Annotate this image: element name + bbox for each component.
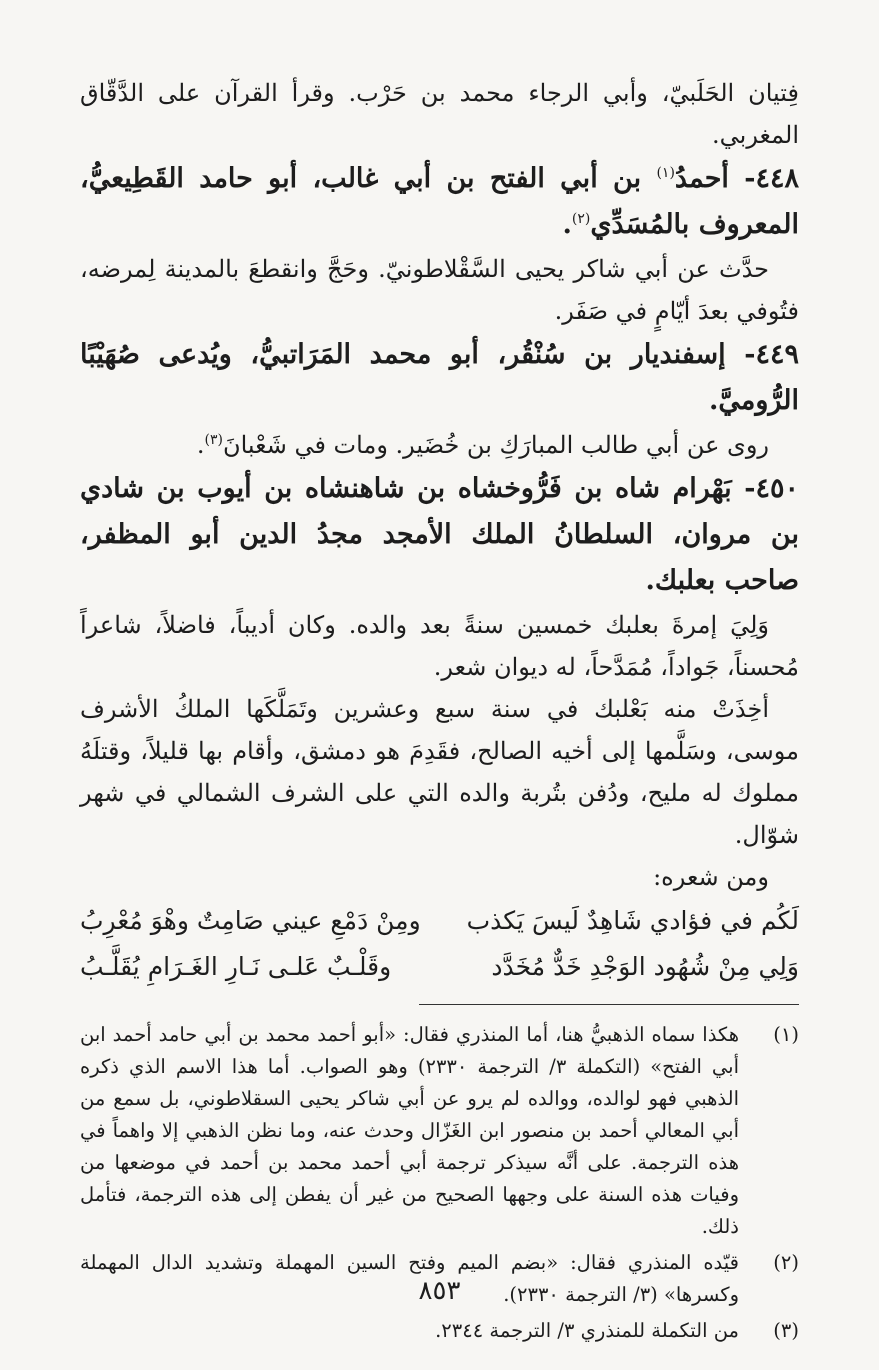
paragraph-end-mark: .: [196, 431, 205, 459]
verse-line: [80, 944, 799, 990]
footnote-ref-2[interactable]: (٢): [571, 211, 591, 227]
heading-end-mark: .: [562, 209, 572, 240]
entry-name-rest: بن أبي الفتح بن أبي غالب، أبو حامد القَطِيعيُّ، المعروف بالمُسَدِّي: [80, 163, 799, 240]
footnote-ref-1[interactable]: (١): [656, 165, 675, 181]
page-number: ٨٥٣: [418, 1276, 461, 1306]
footnote-text: قيّده المنذري فقال: «بضم الميم وفتح السين المهملة وتشديد الدال المهملة وكسرها» (٣/ الترجمة ٢٣٣٠).: [80, 1251, 739, 1306]
entry-name: أحمدُ: [674, 163, 729, 194]
verse-second-hemistich: وقَلْـبٌ عَلـى نَـارِ الغَـرَامِ يُقَلَّـبُ: [80, 952, 392, 981]
footnote-number: (٣): [773, 1319, 799, 1342]
footnote-number: (١): [773, 1023, 799, 1046]
footnote-number: (٢): [773, 1251, 799, 1274]
entry-number: ٤٥٠-: [744, 473, 799, 504]
verse-second-hemistich: ومِنْ دَمْعِ عيني صَامِتٌ وهْوَ مُعْرِبُ: [80, 906, 421, 935]
entry-name: بَهْرام شاه بن فَرُّوخشاه بن شاهنشاه بن أيوب بن شادي بن مروان، السلطانُ الملك الأمجد مجدُ الدين أبو المظفر، صاحب بعلبك.: [80, 473, 799, 596]
footnote-divider: [419, 1004, 799, 1005]
entry-paragraph-450-b: أخِذَتْ منه بَعْلبك في سنة سبع وعشرين وتَمَلَّكَها الملكُ الأشرف موسى، وسَلَّمها إلى أخيه الصالح، فقَدِمَ هو دمشق، وأقام بها قليلاً، وقتلَهُ مملوك له مليح، ودُفن بتُربة والده التي على الشرف الشمالي في شهر شوّال.: [80, 695, 799, 849]
footnote-ref-3[interactable]: (٣): [204, 432, 223, 448]
entry-heading-448: [80, 156, 799, 248]
entry-name: إسفنديار بن سُنْقُر، أبو محمد المَرَاتبيُّ، ويُدعى صُهَيْبًا الرُّوميَّ.: [80, 339, 799, 416]
main-text: [80, 72, 799, 990]
poem: [80, 898, 799, 990]
entry-heading-450: [80, 466, 799, 604]
paragraph-text: روى عن أبي طالب المبارَكِ بن خُضَير. ومات في شَعْبانَ: [222, 431, 769, 459]
continuation-paragraph: فِتيان الحَلَبيّ، وأبي الرجاء محمد بن حَرْب. وقرأ القرآن على الدَّقّاق المغربي.: [80, 79, 799, 149]
verse-line: [80, 898, 799, 944]
entry-heading-449: [80, 332, 799, 424]
footnote-text: هكذا سماه الذهبيُّ هنا، أما المنذري فقال: «أبو أحمد محمد بن أبي حامد أحمد ابن أبي الفتح» (التكملة ٣/ الترجمة ٢٣٣٠) وهو الصواب. أما هذا الاسم الذي ذكره الذهبي فهو لوالده، ووالده لم يرو عن أبي شاكر يحيى السقلاطوني، بل سمع من أبي المعالي أحمد بن منصور ابن الغَزّال وحدث عنه، وما نظن الذهبي إلا واهماً في هذه الترجمة. على أنَّه سيذكر ترجمة أبي أحمد محمد بن أحمد في موضعها من وفيات هذه السنة على وجهها الصحيح من غير أن يفطن إلى هذه الترجمة، فتأمل ذلك.: [80, 1023, 740, 1238]
entry-paragraph-448: حدَّث عن أبي شاكر يحيى السَّقْلاطونيّ. وحَجَّ وانقطعَ بالمدينة لِمرضه، فتُوفي بعدَ أيّامٍ في صَفَر.: [80, 255, 799, 325]
entry-number: ٤٤٨-: [744, 163, 799, 194]
entry-number: ٤٤٩-: [744, 339, 800, 370]
poem-intro: ومن شعره:: [653, 863, 769, 891]
verse-first-hemistich: وَلِي مِنْ شُهُود الوَجْدِ خَدٌّ مُخَدَّد: [491, 952, 799, 981]
footnote-text: من التكملة للمنذري ٣/ الترجمة ٢٣٤٤.: [435, 1319, 739, 1342]
footnote-1: [80, 1019, 799, 1243]
verse-first-hemistich: لَكُم في فؤادي شَاهِدٌ لَيسَ يَكذب: [466, 906, 799, 935]
entry-paragraph-449: [80, 424, 799, 466]
entry-paragraph-450-a: وَلِيَ إمرةَ بعلبك خمسين سنةً بعد والده. وكان أديباً، فاضلاً، شاعراً مُحسناً، جَواداً، مُمَدَّحاً، له ديوان شعر.: [80, 611, 799, 681]
footnote-3: [80, 1315, 799, 1347]
